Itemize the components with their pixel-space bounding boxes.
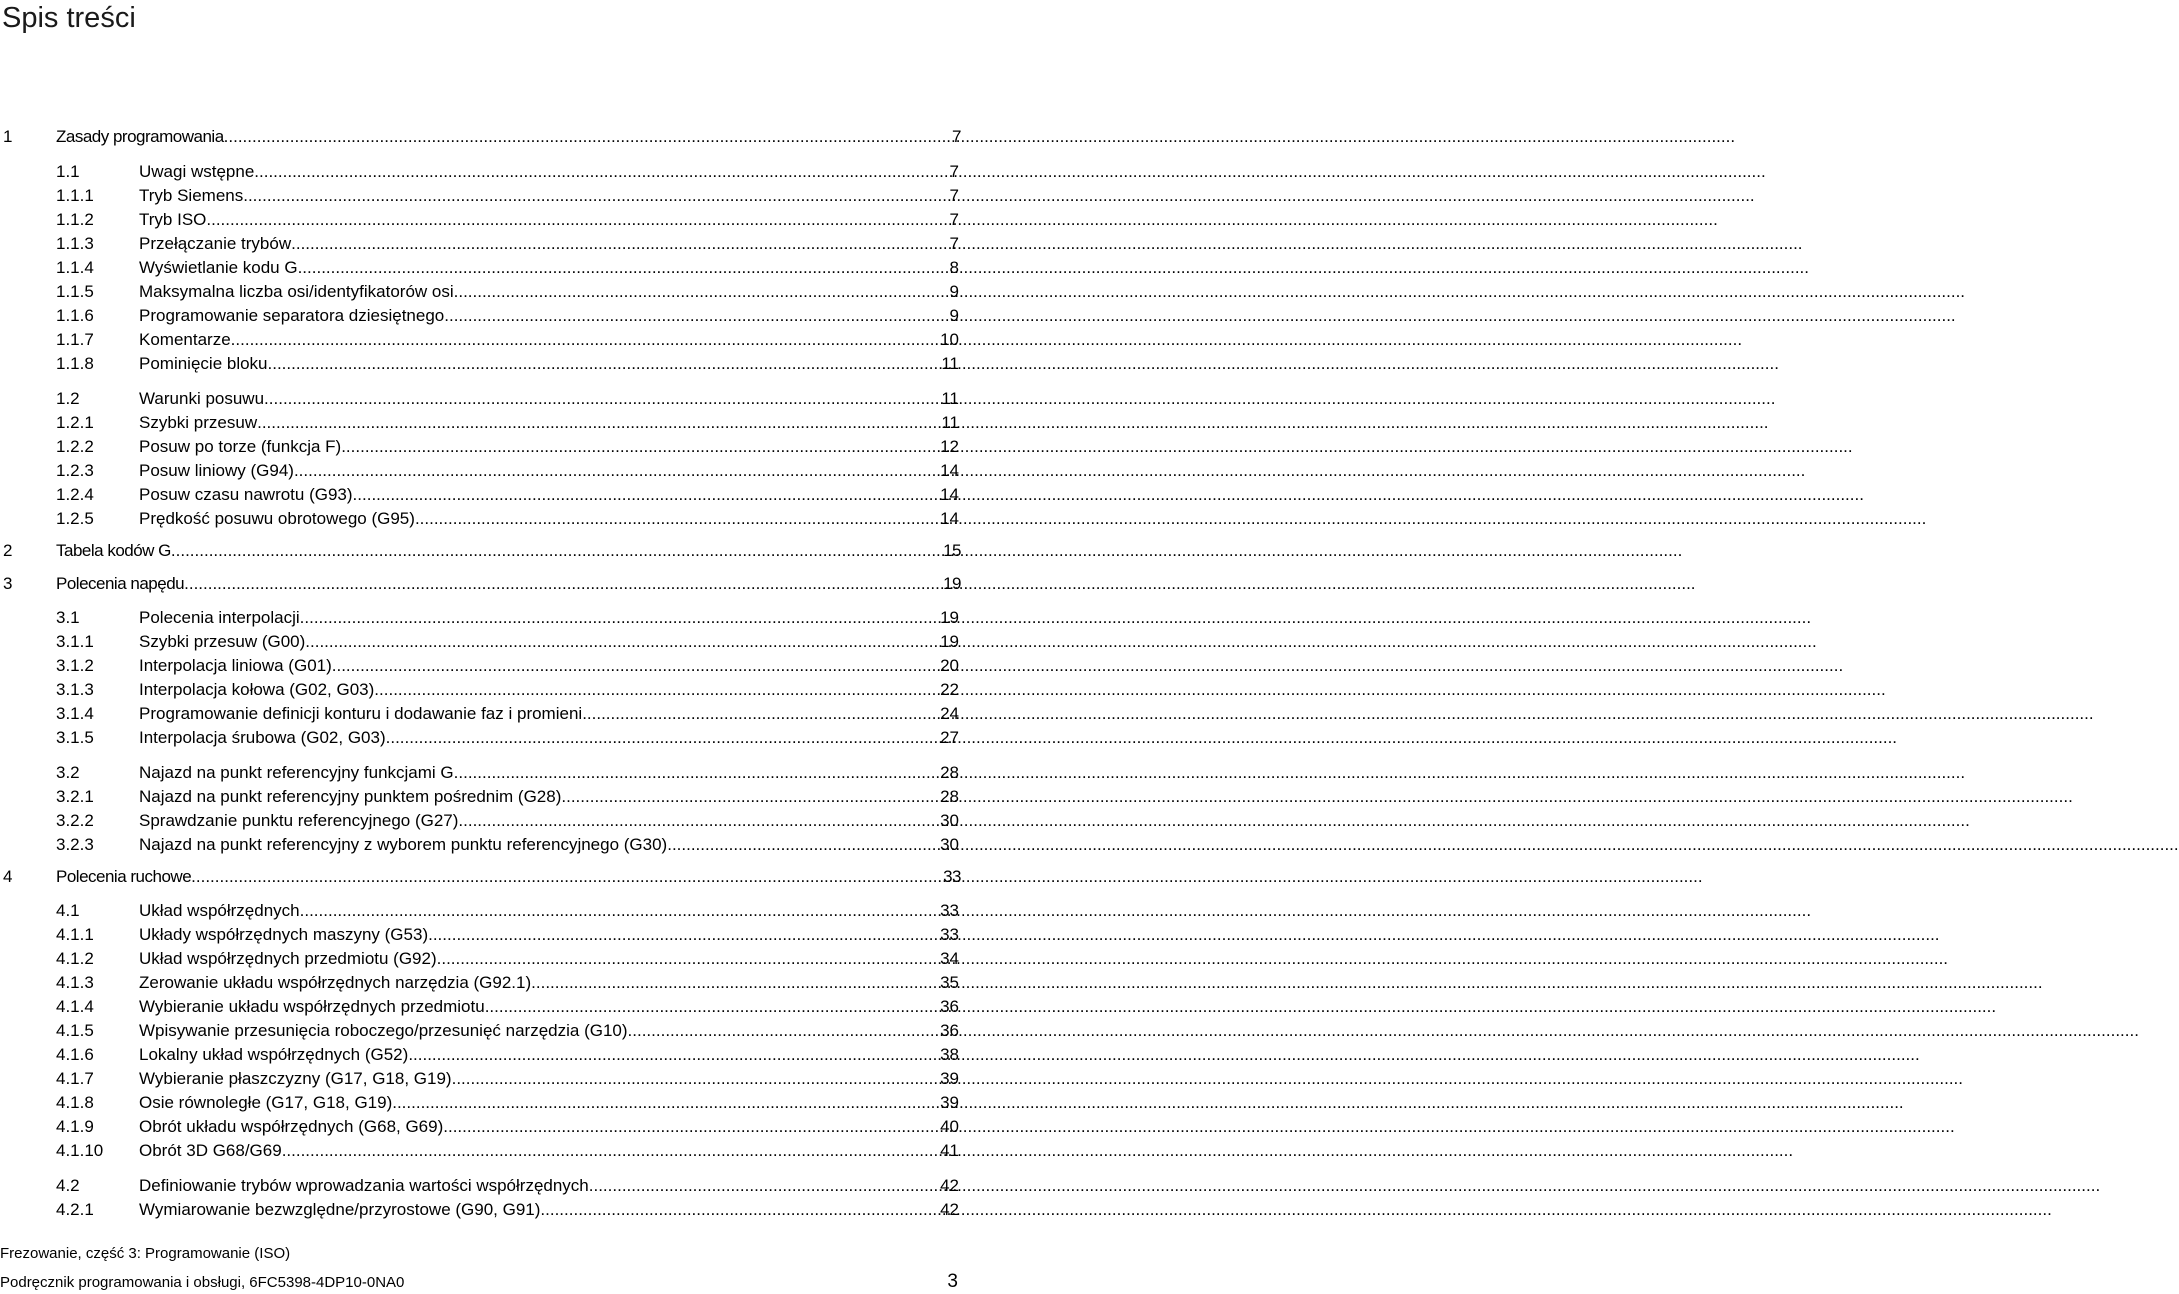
toc-entry-number: 4.1 (56, 901, 80, 920)
document-page (0, 0, 960, 1294)
toc-entry-page: 30 (940, 811, 959, 830)
toc-entry-number: 1.1 (56, 162, 80, 181)
toc-entry-title: Programowanie definicji konturu i dodawanie faz i promieni (139, 704, 583, 723)
toc-dot-leader (353, 484, 941, 506)
toc-entry[interactable] (56, 257, 959, 279)
toc-entry-title: Pominięcie bloku (139, 354, 268, 373)
toc-entry-number: 3.2.1 (56, 787, 94, 806)
toc-entry-page: 20 (940, 656, 959, 675)
toc-entry-number: 1 (3, 127, 12, 146)
toc-entry[interactable] (56, 607, 959, 629)
toc-entry[interactable] (56, 762, 959, 784)
toc-entry-number: 1.1.1 (56, 186, 94, 205)
toc-entry-title: Polecenia napędu (56, 574, 185, 593)
toc-entry-number: 1.2.3 (56, 461, 94, 480)
toc-entry-page: 7 (949, 162, 959, 181)
footer-manual-part: Frezowanie, część 3: Programowanie (ISO) (0, 1245, 291, 1262)
toc-entry-title: Najazd na punkt referencyjny funkcjami G (139, 763, 454, 782)
toc-dot-leader (243, 185, 949, 207)
toc-entry-number: 4.2 (56, 1176, 80, 1195)
toc-entry-title: Prędkość posuwu obrotowego (G95) (139, 509, 415, 528)
footer-manual-title: Podręcznik programowania i obsługi, 6FC5398-4DP10-0NA0 (0, 1274, 405, 1291)
toc-entry-title: Uwagi wstępne (139, 162, 255, 181)
toc-entry-page: 15 (943, 541, 961, 560)
toc-dot-leader (305, 631, 940, 653)
toc-entry-page: 10 (940, 330, 959, 349)
toc-dot-leader (386, 727, 940, 749)
toc-entry-number: 1.2.2 (56, 437, 94, 456)
toc-dot-leader (294, 460, 940, 482)
toc-dot-leader (268, 353, 942, 375)
toc-entry-title: Maksymalna liczba osi/identyfikatorów osi (139, 282, 454, 301)
toc-entry[interactable] (56, 1140, 959, 1162)
toc-entry-title: Tryb Siemens (139, 186, 244, 205)
toc-entry-number: 3.1.4 (56, 704, 94, 723)
toc-entry-title: Komentarze (139, 330, 231, 349)
toc-entry[interactable] (56, 948, 959, 970)
toc-entry-number: 4.1.10 (56, 1141, 104, 1160)
toc-entry-title: Obrót 3D G68/G69 (139, 1141, 282, 1160)
toc-entry-title: Układy współrzędnych maszyny (G53) (139, 925, 429, 944)
toc-dot-leader (667, 834, 940, 856)
toc-entry-page: 39 (940, 1093, 959, 1112)
toc-entry-number: 4.1.4 (56, 997, 94, 1016)
toc-entry-number: 4.1.6 (56, 1045, 94, 1064)
toc-entry[interactable] (56, 727, 959, 749)
toc-entry-title: Najazd na punkt referencyjny punktem pośrednim (G28) (139, 787, 562, 806)
toc-entry[interactable] (56, 1068, 959, 1090)
toc-dot-leader (392, 1092, 940, 1114)
toc-entry-title: Posuw po torze (funkcja F) (139, 437, 342, 456)
toc-entry-title: Lokalny układ współrzędnych (G52) (139, 1045, 409, 1064)
toc-entry-page: 30 (940, 835, 959, 854)
toc-entry[interactable] (56, 834, 959, 856)
toc-entry-page: 7 (952, 127, 961, 146)
toc-entry-page: 14 (940, 509, 959, 528)
toc-entry-title: Szybki przesuw (G00) (139, 632, 306, 651)
toc-dot-leader (254, 161, 949, 183)
toc-dot-leader (300, 607, 940, 629)
page-title: Spis treści (2, 2, 136, 34)
toc-chapter-entry[interactable] (3, 573, 961, 595)
toc-entry-number: 3.2.2 (56, 811, 94, 830)
toc-entry-page: 36 (940, 1021, 959, 1040)
toc-entry-title: Tryb ISO (139, 210, 207, 229)
toc-entry[interactable] (56, 972, 959, 994)
toc-entry-title: Zasady programowania (56, 127, 224, 146)
toc-entry[interactable] (56, 508, 959, 530)
toc-dot-leader (224, 126, 952, 148)
toc-entry-title: Sprawdzanie punktu referencyjnego (G27) (139, 811, 459, 830)
toc-entry-number: 2 (3, 541, 12, 560)
toc-entry-page: 7 (949, 210, 959, 229)
toc-dot-leader (540, 1199, 940, 1221)
toc-dot-leader (458, 810, 940, 832)
toc-entry-page: 39 (940, 1069, 959, 1088)
toc-entry-number: 1.2.4 (56, 485, 94, 504)
toc-entry-page: 14 (940, 485, 959, 504)
toc-entry-title: Programowanie separatora dziesiętnego (139, 306, 445, 325)
toc-dot-leader (415, 508, 940, 530)
toc-dot-leader (264, 388, 941, 410)
toc-entry-title: Szybki przesuw (139, 413, 258, 432)
toc-entry-page: 35 (940, 973, 959, 992)
toc-dot-leader (282, 1140, 940, 1162)
toc-entry-title: Posuw liniowy (G94) (139, 461, 294, 480)
toc-dot-leader (257, 412, 941, 434)
toc-entry-page: 28 (940, 763, 959, 782)
toc-entry-page: 34 (940, 949, 959, 968)
toc-dot-leader (437, 948, 940, 970)
toc-dot-leader (206, 209, 949, 231)
toc-entry-title: Wyświetlanie kodu G (139, 258, 298, 277)
toc-entry-number: 3.1.3 (56, 680, 94, 699)
toc-dot-leader (408, 1044, 940, 1066)
toc-dot-leader (374, 679, 940, 701)
toc-entry-title: Polecenia interpolacji (139, 608, 300, 627)
toc-entry-title: Wpisywanie przesunięcia roboczego/przesunięć narzędzia (G10) (139, 1021, 628, 1040)
toc-entry[interactable] (56, 631, 959, 653)
toc-entry[interactable] (56, 679, 959, 701)
toc-dot-leader (191, 866, 943, 888)
toc-dot-leader (452, 1068, 940, 1090)
toc-entry-number: 4.1.8 (56, 1093, 94, 1112)
toc-entry-page: 7 (949, 186, 959, 205)
toc-entry-number: 1.2 (56, 389, 80, 408)
toc-entry-page: 14 (940, 461, 959, 480)
toc-entry-page: 12 (940, 437, 959, 456)
toc-entry-number: 1.1.4 (56, 258, 94, 277)
toc-dot-leader (332, 655, 940, 677)
toc-entry-title: Interpolacja śrubowa (G02, G03) (139, 728, 386, 747)
toc-entry-page: 19 (940, 608, 959, 627)
toc-entry-page: 24 (940, 704, 959, 723)
toc-entry-page: 7 (949, 234, 959, 253)
toc-entry-number: 4.1.1 (56, 925, 94, 944)
toc-dot-leader (561, 786, 940, 808)
toc-dot-leader (628, 1020, 941, 1042)
toc-entry[interactable] (56, 460, 959, 482)
toc-dot-leader (443, 1116, 940, 1138)
toc-dot-leader (428, 924, 940, 946)
toc-entry-title: Zerowanie układu współrzędnych narzędzia (G92.1) (139, 973, 532, 992)
toc-entry-number: 3.1.1 (56, 632, 94, 651)
toc-entry-number: 3.1.5 (56, 728, 94, 747)
toc-entry[interactable] (56, 161, 959, 183)
toc-entry[interactable] (56, 1092, 959, 1114)
toc-entry-page: 36 (940, 997, 959, 1016)
toc-entry-title: Osie równoległe (G17, G18, G19) (139, 1093, 393, 1112)
toc-entry[interactable] (56, 810, 959, 832)
toc-entry-title: Przełączanie trybów (139, 234, 292, 253)
toc-entry[interactable] (56, 484, 959, 506)
toc-entry[interactable] (56, 1116, 959, 1138)
toc-entry-page: 33 (943, 867, 961, 886)
toc-dot-leader (184, 573, 943, 595)
toc-entry-page: 41 (940, 1141, 959, 1160)
toc-entry-number: 1.1.8 (56, 354, 94, 373)
toc-dot-leader (454, 281, 950, 303)
toc-entry-title: Obrót układu współrzędnych (G68, G69) (139, 1117, 444, 1136)
toc-dot-leader (582, 703, 940, 725)
toc-entry-number: 1.2.1 (56, 413, 94, 432)
toc-dot-leader (298, 257, 950, 279)
toc-chapter-entry[interactable] (3, 126, 961, 148)
toc-entry[interactable] (56, 329, 959, 351)
toc-dot-leader (300, 900, 940, 922)
toc-chapter-entry[interactable] (3, 540, 961, 562)
toc-entry[interactable] (56, 412, 959, 434)
toc-entry-page: 42 (940, 1200, 959, 1219)
toc-entry-number: 1.2.5 (56, 509, 94, 528)
toc-entry[interactable] (56, 1020, 959, 1042)
toc-entry[interactable] (56, 233, 959, 255)
toc-entry-number: 4.1.9 (56, 1117, 94, 1136)
toc-entry-page: 11 (941, 413, 959, 432)
toc-entry-page: 9 (949, 306, 959, 325)
toc-dot-leader (454, 762, 940, 784)
toc-entry-title: Układ współrzędnych przedmiotu (G92) (139, 949, 437, 968)
toc-entry-number: 4 (3, 867, 12, 886)
toc-entry-page: 28 (940, 787, 959, 806)
toc-entry-title: Wybieranie układu współrzędnych przedmiotu (139, 997, 485, 1016)
toc-entry[interactable] (56, 1175, 959, 1197)
toc-entry[interactable] (56, 436, 959, 458)
toc-entry-title: Polecenia ruchowe (56, 867, 192, 886)
toc-entry-number: 4.1.7 (56, 1069, 94, 1088)
toc-entry[interactable] (56, 281, 959, 303)
toc-entry-title: Posuw czasu nawrotu (G93) (139, 485, 353, 504)
toc-entry-number: 1.1.3 (56, 234, 94, 253)
toc-entry[interactable] (56, 786, 959, 808)
toc-entry-page: 33 (940, 925, 959, 944)
toc-entry[interactable] (56, 185, 959, 207)
toc-entry-number: 4.1.5 (56, 1021, 94, 1040)
footer-page-number: 3 (947, 1271, 958, 1292)
toc-dot-leader (341, 436, 940, 458)
toc-entry-title: Wymiarowanie bezwzględne/przyrostowe (G90, G91) (139, 1200, 541, 1219)
toc-entry[interactable] (56, 924, 959, 946)
toc-entry-number: 1.1.6 (56, 306, 94, 325)
toc-entry-number: 1.1.7 (56, 330, 94, 349)
toc-entry-title: Interpolacja kołowa (G02, G03) (139, 680, 375, 699)
toc-entry-title: Najazd na punkt referencyjny z wyborem punktu referencyjnego (G30) (139, 835, 668, 854)
toc-entry[interactable] (56, 353, 959, 375)
toc-entry-title: Definiowanie trybów wprowadzania wartości współrzędnych (139, 1176, 589, 1195)
toc-entry-number: 1.1.2 (56, 210, 94, 229)
toc-dot-leader (231, 329, 940, 351)
toc-entry-title: Układ współrzędnych (139, 901, 300, 920)
toc-entry[interactable] (56, 1044, 959, 1066)
toc-entry[interactable] (56, 209, 959, 231)
toc-entry-title: Warunki posuwu (139, 389, 265, 408)
toc-entry-number: 3.2 (56, 763, 80, 782)
toc-entry[interactable] (56, 1199, 959, 1221)
toc-entry[interactable] (56, 900, 959, 922)
toc-entry-title: Interpolacja liniowa (G01) (139, 656, 332, 675)
toc-entry-page: 33 (940, 901, 959, 920)
toc-entry-page: 9 (949, 282, 959, 301)
toc-entry[interactable] (56, 703, 959, 725)
toc-entry-number: 3 (3, 574, 12, 593)
toc-dot-leader (485, 996, 940, 1018)
toc-entry[interactable] (56, 655, 959, 677)
toc-dot-leader (589, 1175, 940, 1197)
toc-entry-page: 19 (940, 632, 959, 651)
toc-entry[interactable] (56, 305, 959, 327)
toc-entry-title: Wybieranie płaszczyzny (G17, G18, G19) (139, 1069, 452, 1088)
toc-entry-page: 19 (943, 574, 961, 593)
toc-entry-page: 11 (941, 389, 959, 408)
toc-entry-page: 11 (941, 354, 959, 373)
toc-entry[interactable] (56, 388, 959, 410)
toc-entry-number: 3.2.3 (56, 835, 94, 854)
toc-entry-page: 8 (949, 258, 959, 277)
toc-entry[interactable] (56, 996, 959, 1018)
toc-entry-number: 4.2.1 (56, 1200, 94, 1219)
toc-dot-leader (531, 972, 940, 994)
toc-entry-number: 3.1 (56, 608, 80, 627)
toc-entry-page: 27 (940, 728, 959, 747)
toc-dot-leader (291, 233, 949, 255)
toc-entry-page: 40 (940, 1117, 959, 1136)
toc-entry-page: 42 (940, 1176, 959, 1195)
toc-dot-leader (444, 305, 949, 327)
toc-entry-number: 1.1.5 (56, 282, 94, 301)
toc-entry-number: 4.1.2 (56, 949, 94, 968)
toc-entry-title: Tabela kodów G (56, 541, 171, 560)
toc-entry-page: 38 (940, 1045, 959, 1064)
toc-chapter-entry[interactable] (3, 866, 961, 888)
toc-entry-page: 22 (940, 680, 959, 699)
toc-entry-number: 3.1.2 (56, 656, 94, 675)
toc-dot-leader (171, 540, 943, 562)
toc-entry-number: 4.1.3 (56, 973, 94, 992)
